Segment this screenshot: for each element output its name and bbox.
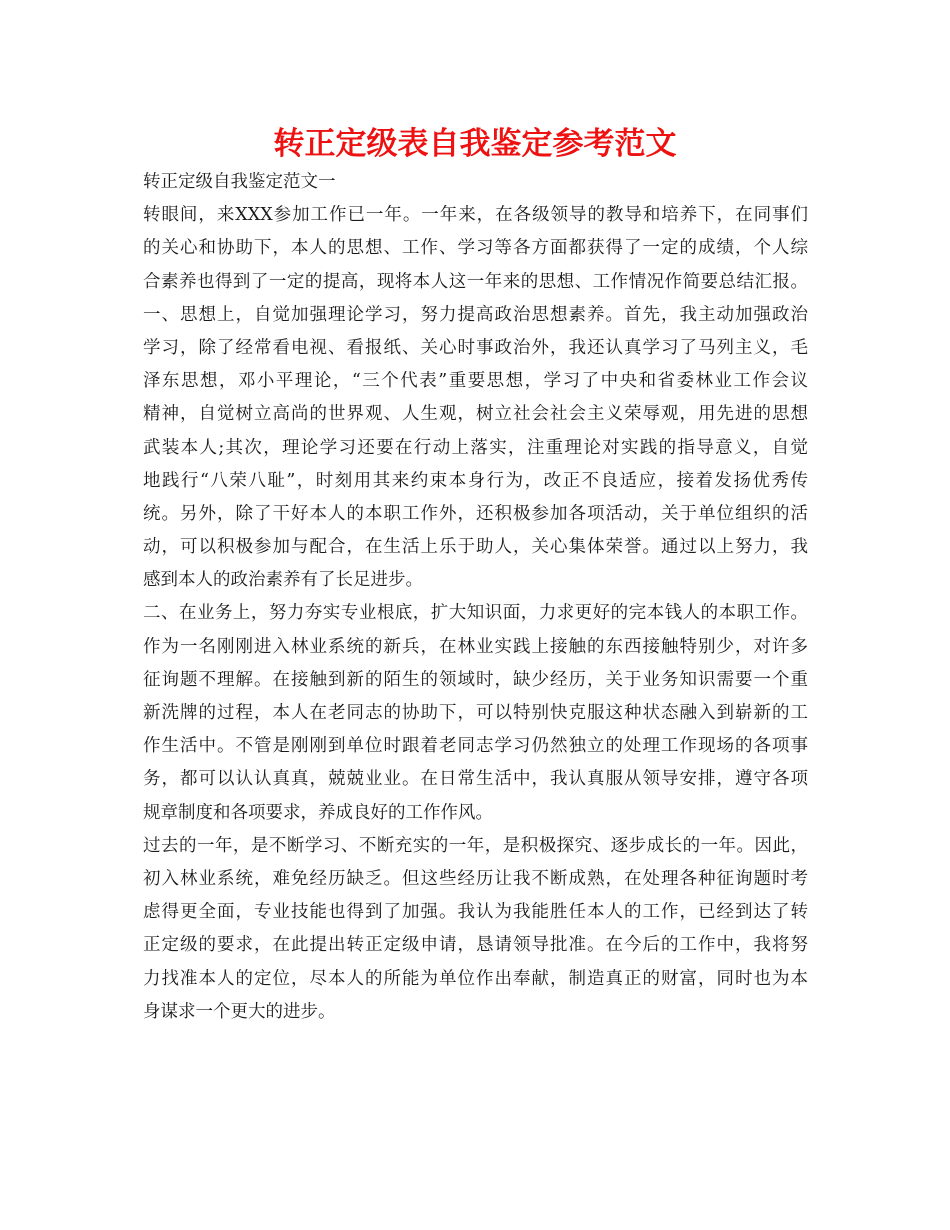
- paragraph-line: 规章制度和各项要求，养成良好的工作作风。: [143, 802, 493, 823]
- paragraph-line: 武装本人;其次，理论学习还要在行动上落实，注重理论对实践的指导意义，自觉: [143, 437, 808, 458]
- paragraph-line: 正定级的要求，在此提出转正定级申请，恳请领导批准。在今后的工作中，我将努: [143, 935, 808, 956]
- paragraph-line: 力找准本人的定位，尽本人的所能为单位作出奉献，制造真正的财富，同时也为本: [143, 968, 808, 989]
- document-body: [143, 166, 808, 1029]
- paragraph-line: 虑得更全面，专业技能也得到了加强。我认为我能胜任本人的工作，已经到达了转: [143, 902, 808, 923]
- paragraph-line: 地践行“八荣八耻”，时刻用其来约束本身行为，改正不良适应，接着发扬优秀传: [143, 470, 808, 491]
- paragraph-line: 作生活中。不管是刚刚到单位时跟着老同志学习仍然独立的处理工作现场的各项事: [143, 736, 808, 757]
- paragraph-line: 感到本人的政治素养有了长足进步。: [143, 570, 423, 591]
- subtitle-line: 转正定级自我鉴定范文一: [143, 172, 336, 192]
- paragraph-line: 初入林业系统，难免经历缺乏。但这些经历让我不断成熟，在处理各种征询题时考: [143, 868, 808, 889]
- paragraph-line: 过去的一年，是不断学习、不断充实的一年，是积极探究、逐步成长的一年。因此，: [143, 835, 808, 856]
- paragraph-line: 转眼间，来XXX参加工作已一年。一年来，在各级领导的教导和培养下，在同事们: [143, 205, 808, 226]
- paragraph-line: 一、思想上，自觉加强理论学习，努力提高政治思想素养。首先，我主动加强政治: [143, 304, 808, 325]
- paragraph-line: 新洗牌的过程，本人在老同志的协助下，可以特别快克服这种状态融入到崭新的工: [143, 703, 808, 723]
- paragraph-line: 身谋求一个更大的进步。: [143, 1001, 336, 1022]
- document-title: 转正定级表自我鉴定参考范文: [273, 126, 677, 162]
- paragraph-line: 动，可以积极参加与配合，在生活上乐于助人，关心集体荣誉。通过以上努力，我: [143, 537, 808, 558]
- paragraph-line: 二、在业务上，努力夯实专业根底，扩大知识面，力求更好的完本钱人的本职工作。: [143, 603, 808, 624]
- paragraph-line: 作为一名刚刚进入林业系统的新兵，在林业实践上接触的东西接触特别少，对许多: [143, 636, 808, 657]
- paragraph-line: 泽东思想，邓小平理论，“三个代表”重要思想，学习了中央和省委林业工作会议: [143, 371, 808, 392]
- paragraph-line: 统。另外，除了干好本人的本职工作外，还积极参加各项活动，关于单位组织的活: [143, 503, 808, 524]
- paragraph-line: 合素养也得到了一定的提高，现将本人这一年来的思想、工作情况作简要总结汇报。: [143, 271, 808, 292]
- paragraph-line: 学习，除了经常看电视、看报纸、关心时事政治外，我还认真学习了马列主义，毛: [143, 337, 808, 358]
- paragraph-line: 征询题不理解。在接触到新的陌生的领域时，缺少经历，关于业务知识需要一个重: [143, 669, 808, 690]
- paragraph-line: 务，都可以认认真真，兢兢业业。在日常生活中，我认真服从领导安排，遵守各项: [143, 769, 808, 790]
- paragraph-line: 精神，自觉树立高尚的世界观、人生观，树立社会社会主义荣辱观，用先进的思想: [143, 404, 808, 425]
- paragraph-line: 的关心和协助下，本人的思想、工作、学习等各方面都获得了一定的成绩，个人综: [143, 238, 808, 259]
